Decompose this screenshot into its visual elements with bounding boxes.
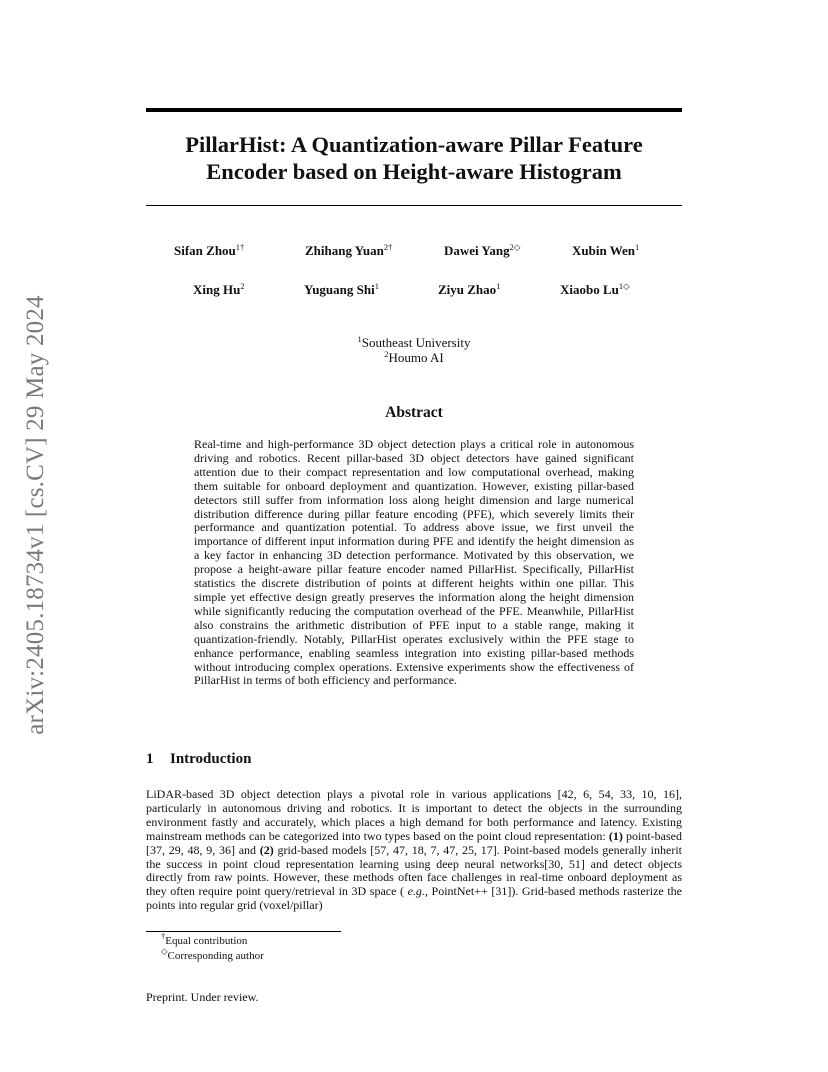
author-affil-mark: 1◇ (618, 281, 630, 291)
preprint-note: Preprint. Under review. (146, 990, 259, 1004)
arxiv-identifier-stamp: arXiv:2405.18734v1 [cs.CV] 29 May 2024 (22, 295, 49, 735)
footnote-equal-contribution (161, 931, 248, 948)
author-name: Xiaobo Lu (560, 282, 619, 297)
footnote-rule (146, 931, 341, 932)
title-line-1: PillarHist: A Quantization-aware Pillar Feature (185, 132, 643, 157)
title-bottom-rule (146, 205, 682, 206)
affiliation-1 (146, 335, 682, 350)
author-zhihang-yuan (305, 243, 392, 259)
author-affil-mark: 1† (235, 242, 245, 252)
section-heading-introduction (146, 751, 251, 768)
paper-title (146, 131, 682, 185)
affiliations (146, 335, 682, 365)
author-yuguang-shi (304, 282, 379, 298)
author-affil-mark: 2† (383, 242, 393, 252)
intro-text-segment: point-based [37, 29, 48, 9, 36] and (146, 828, 682, 857)
title-top-rule (146, 108, 682, 112)
intro-enum-marker: (2) (259, 842, 274, 857)
author-name: Sifan Zhou (174, 243, 236, 258)
affiliation-mark: 1 (357, 334, 362, 344)
intro-text-segment: grid-based models [57, 47, 18, 7, 47, 25, 17]. Point-based models generally inherit the success in point cloud representation learning using deep neural networks[30, 51] and detect objects directly from raw points. However, these methods often face challenges in real-time onboard deployment as they often require point query/retrieval in 3D space ( (146, 842, 682, 899)
section-title: Introduction (170, 751, 252, 767)
author-ziyu-zhao (438, 282, 500, 298)
author-name: Xing Hu (193, 282, 241, 297)
intro-text-segment: LiDAR-based 3D object detection plays a pivotal role in various applications [42, 6, 54, 33, 10, 16], particularly in autonomous driving and robotics. It is important to detect the objects in the surrounding environment fastly and accurately, which places a high demand for both performance and latency. Existing mainstream methods can be categorized into two types based on the point cloud representation: (146, 787, 682, 843)
author-name: Yuguang Shi (304, 282, 375, 297)
introduction-paragraph (146, 788, 682, 913)
footnote-mark: ◇ (161, 946, 168, 956)
affiliation-2 (146, 350, 682, 365)
affiliation-name: Southeast University (361, 335, 471, 350)
abstract-text: Real-time and high-performance 3D object detection plays a critical role in autonomous driving and robotics. Recent pillar-based 3D object detectors have gained significant attention due to their compact representation and low computational overhead, making them suitable for onboard deployment and quantization. However, existing pillar-based detectors still suffer from information loss along height dimension and large numerical distribution difference during pillar feature encoding (PFE), which severely limits their performance and quantization potential. To address above issue, we first unveil the importance of different input information during PFE and identify the height dimension as a key factor in enhancing 3D detection performance. Motivated by this observation, we propose a height-aware pillar feature encoder named PillarHist. Specifically, PillarHist statistics the discrete distribution of points at different heights within one pillar. This simple yet effective design greatly preserves the information along the height dimension while significantly reducing the computation overhead of the PFE. Meanwhile, PillarHist also constrains the arithmetic distribution of PFE input to a stable range, making it quantization-friendly. Notably, PillarHist operates exclusively within the PFE stage to enhance performance, enabling seamless integration into existing pillar-based methods without introducing complex operations. Extensive experiments show the effectiveness of PillarHist in terms of both efficiency and performance. (194, 437, 634, 688)
title-line-2: Encoder based on Height-aware Histogram (206, 159, 622, 184)
author-affil-mark: 1 (374, 281, 379, 291)
footnote-text: Equal contribution (165, 935, 248, 947)
author-sifan-zhou (174, 243, 244, 259)
author-name: Xubin Wen (572, 243, 635, 258)
author-name: Ziyu Zhao (438, 282, 497, 297)
author-xiaobo-lu (560, 282, 630, 298)
author-affil-mark: 1 (635, 242, 640, 252)
affiliation-mark: 2 (384, 349, 389, 359)
author-xubin-wen (572, 243, 639, 259)
intro-text-segment: , PointNet++ [31]). Grid-based methods rasterize the points into regular grid (voxel/pillar) (146, 884, 682, 913)
author-xing-hu (193, 282, 245, 298)
author-affil-mark: 2 (240, 281, 245, 291)
abstract-heading: Abstract (385, 404, 443, 421)
author-dawei-yang (444, 243, 520, 259)
footnote-mark: † (161, 931, 166, 941)
author-name: Zhihang Yuan (305, 243, 384, 258)
author-name: Dawei Yang (444, 243, 510, 258)
intro-italic-eg: e.g. (407, 884, 425, 899)
author-affil-mark: 1 (496, 281, 501, 291)
affiliation-name: Houmo AI (388, 350, 444, 365)
intro-enum-marker: (1) (608, 828, 623, 843)
section-number: 1 (146, 751, 154, 767)
footnote-corresponding-author (161, 946, 264, 963)
author-affil-mark: 2◇ (509, 242, 521, 252)
footnote-text: Corresponding author (167, 950, 264, 962)
